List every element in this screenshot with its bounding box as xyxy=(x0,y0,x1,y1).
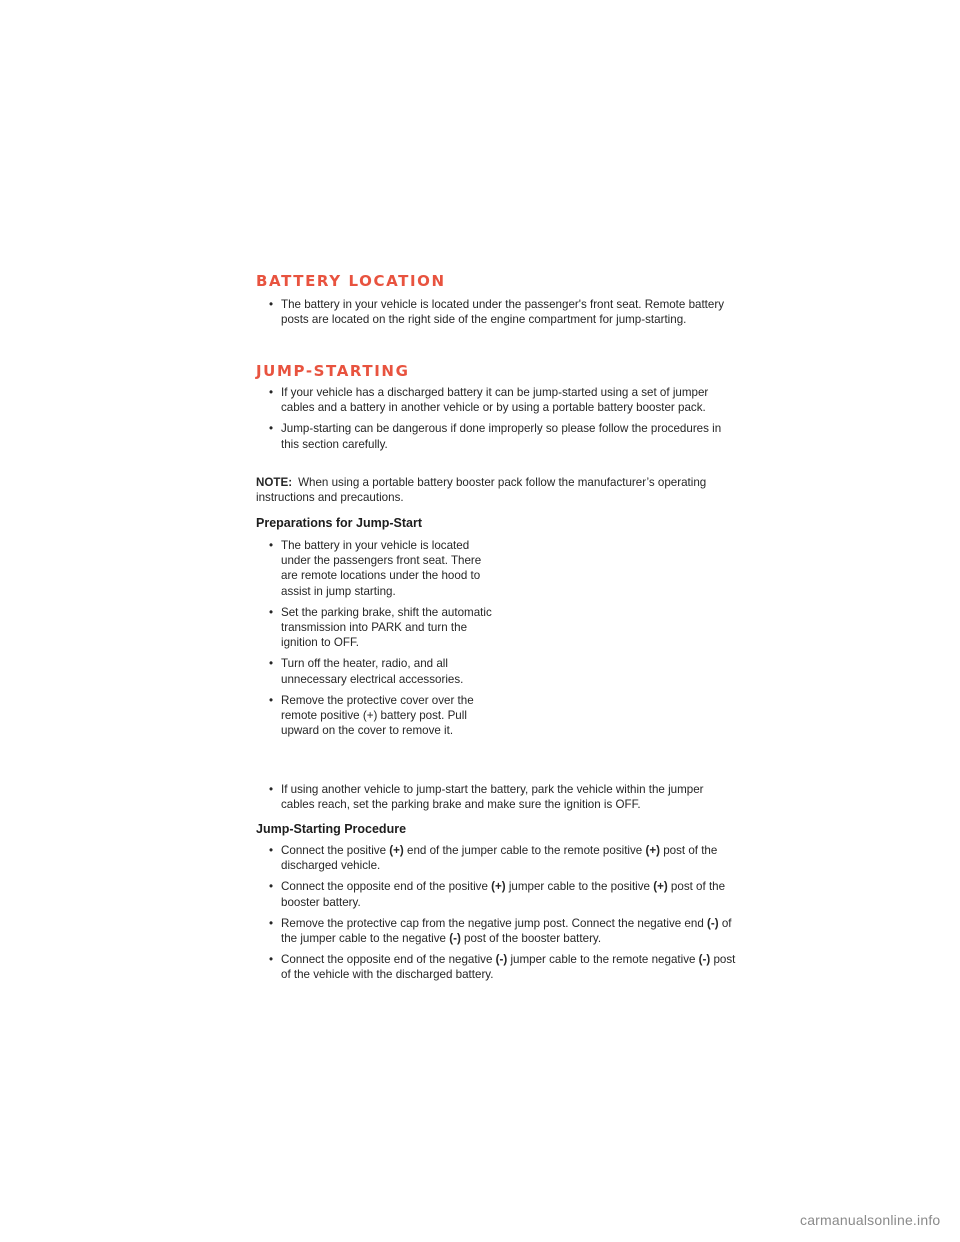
list-item: • Connect the positive (+) end of the jumper cable to the remote positive (+) post of the discharged vehicle. xyxy=(269,844,718,873)
note-paragraph xyxy=(256,475,736,505)
preparations-list xyxy=(256,538,498,744)
bullet-glyph: • xyxy=(269,693,274,707)
procedure-list xyxy=(256,843,736,989)
list-item: • Remove the protective cap from the negative jump post. Connect the negative end (-) of the jumper cable to the negative (-) post of the booster battery. xyxy=(269,916,732,946)
bullet-glyph: • xyxy=(269,657,274,671)
list-item: • Set the parking brake, shift the automatic transmission into PARK and turn the ignition to OFF. xyxy=(269,605,492,650)
jump-starting-list xyxy=(256,385,736,458)
jump-starting-heading: JUMP-STARTING xyxy=(256,362,410,380)
preparations-extra-list xyxy=(256,782,736,818)
list-item: • Connect the opposite end of the negative (-) jumper cable to the remote negative (-) post of the vehicle with the discharged battery. xyxy=(269,953,736,982)
bullet-glyph: • xyxy=(269,880,274,894)
bullet-glyph: • xyxy=(269,298,274,311)
list-item: • Turn off the heater, radio, and all unnecessary electrical accessories. xyxy=(269,657,464,686)
list-item: • The battery in your vehicle is located under the passenger's front seat. Remote battery posts are located on the right side of the engine compartment for jump-starting. xyxy=(269,298,725,327)
bullet-glyph: • xyxy=(269,605,274,619)
note-text: When using a portable battery booster pack follow the manufacturer’s operating instructions and precautions. xyxy=(256,476,707,505)
bullet-glyph: • xyxy=(269,783,274,796)
watermark-footer: carmanualsonline.info xyxy=(800,1212,941,1228)
battery-location-heading: BATTERY LOCATION xyxy=(256,272,446,290)
bullet-glyph: • xyxy=(269,844,274,857)
procedure-heading: Jump-Starting Procedure xyxy=(256,822,407,836)
list-item: • Remove the protective cover over the remote positive (+) battery post. Pull upward on the cover to remove it. xyxy=(269,693,474,738)
list-item: • If using another vehicle to jump-start the battery, park the vehicle within the jumper cables reach, set the parking brake and make sure the ignition is OFF. xyxy=(269,783,704,812)
list-item: • If your vehicle has a discharged battery it can be jump-started using a set of jumper cables and a battery in another vehicle or by using a portable battery booster pack. xyxy=(269,386,709,415)
battery-location-list xyxy=(256,297,736,333)
preparations-heading: Preparations for Jump-Start xyxy=(256,516,423,530)
bullet-glyph: • xyxy=(269,386,274,399)
bullet-glyph: • xyxy=(269,953,274,967)
note-label: NOTE: xyxy=(256,476,293,489)
bullet-glyph: • xyxy=(269,539,274,552)
list-item: • The battery in your vehicle is located under the passengers front seat. There are remote locations under the hood to assist in jump starting. xyxy=(269,539,482,598)
list-item: • Jump-starting can be dangerous if done improperly so please follow the procedures in this section carefully. xyxy=(269,422,722,451)
bullet-glyph: • xyxy=(269,422,274,436)
list-item: • Connect the opposite end of the positive (+) jumper cable to the positive (+) post of the booster battery. xyxy=(269,880,726,909)
bullet-glyph: • xyxy=(269,916,274,930)
